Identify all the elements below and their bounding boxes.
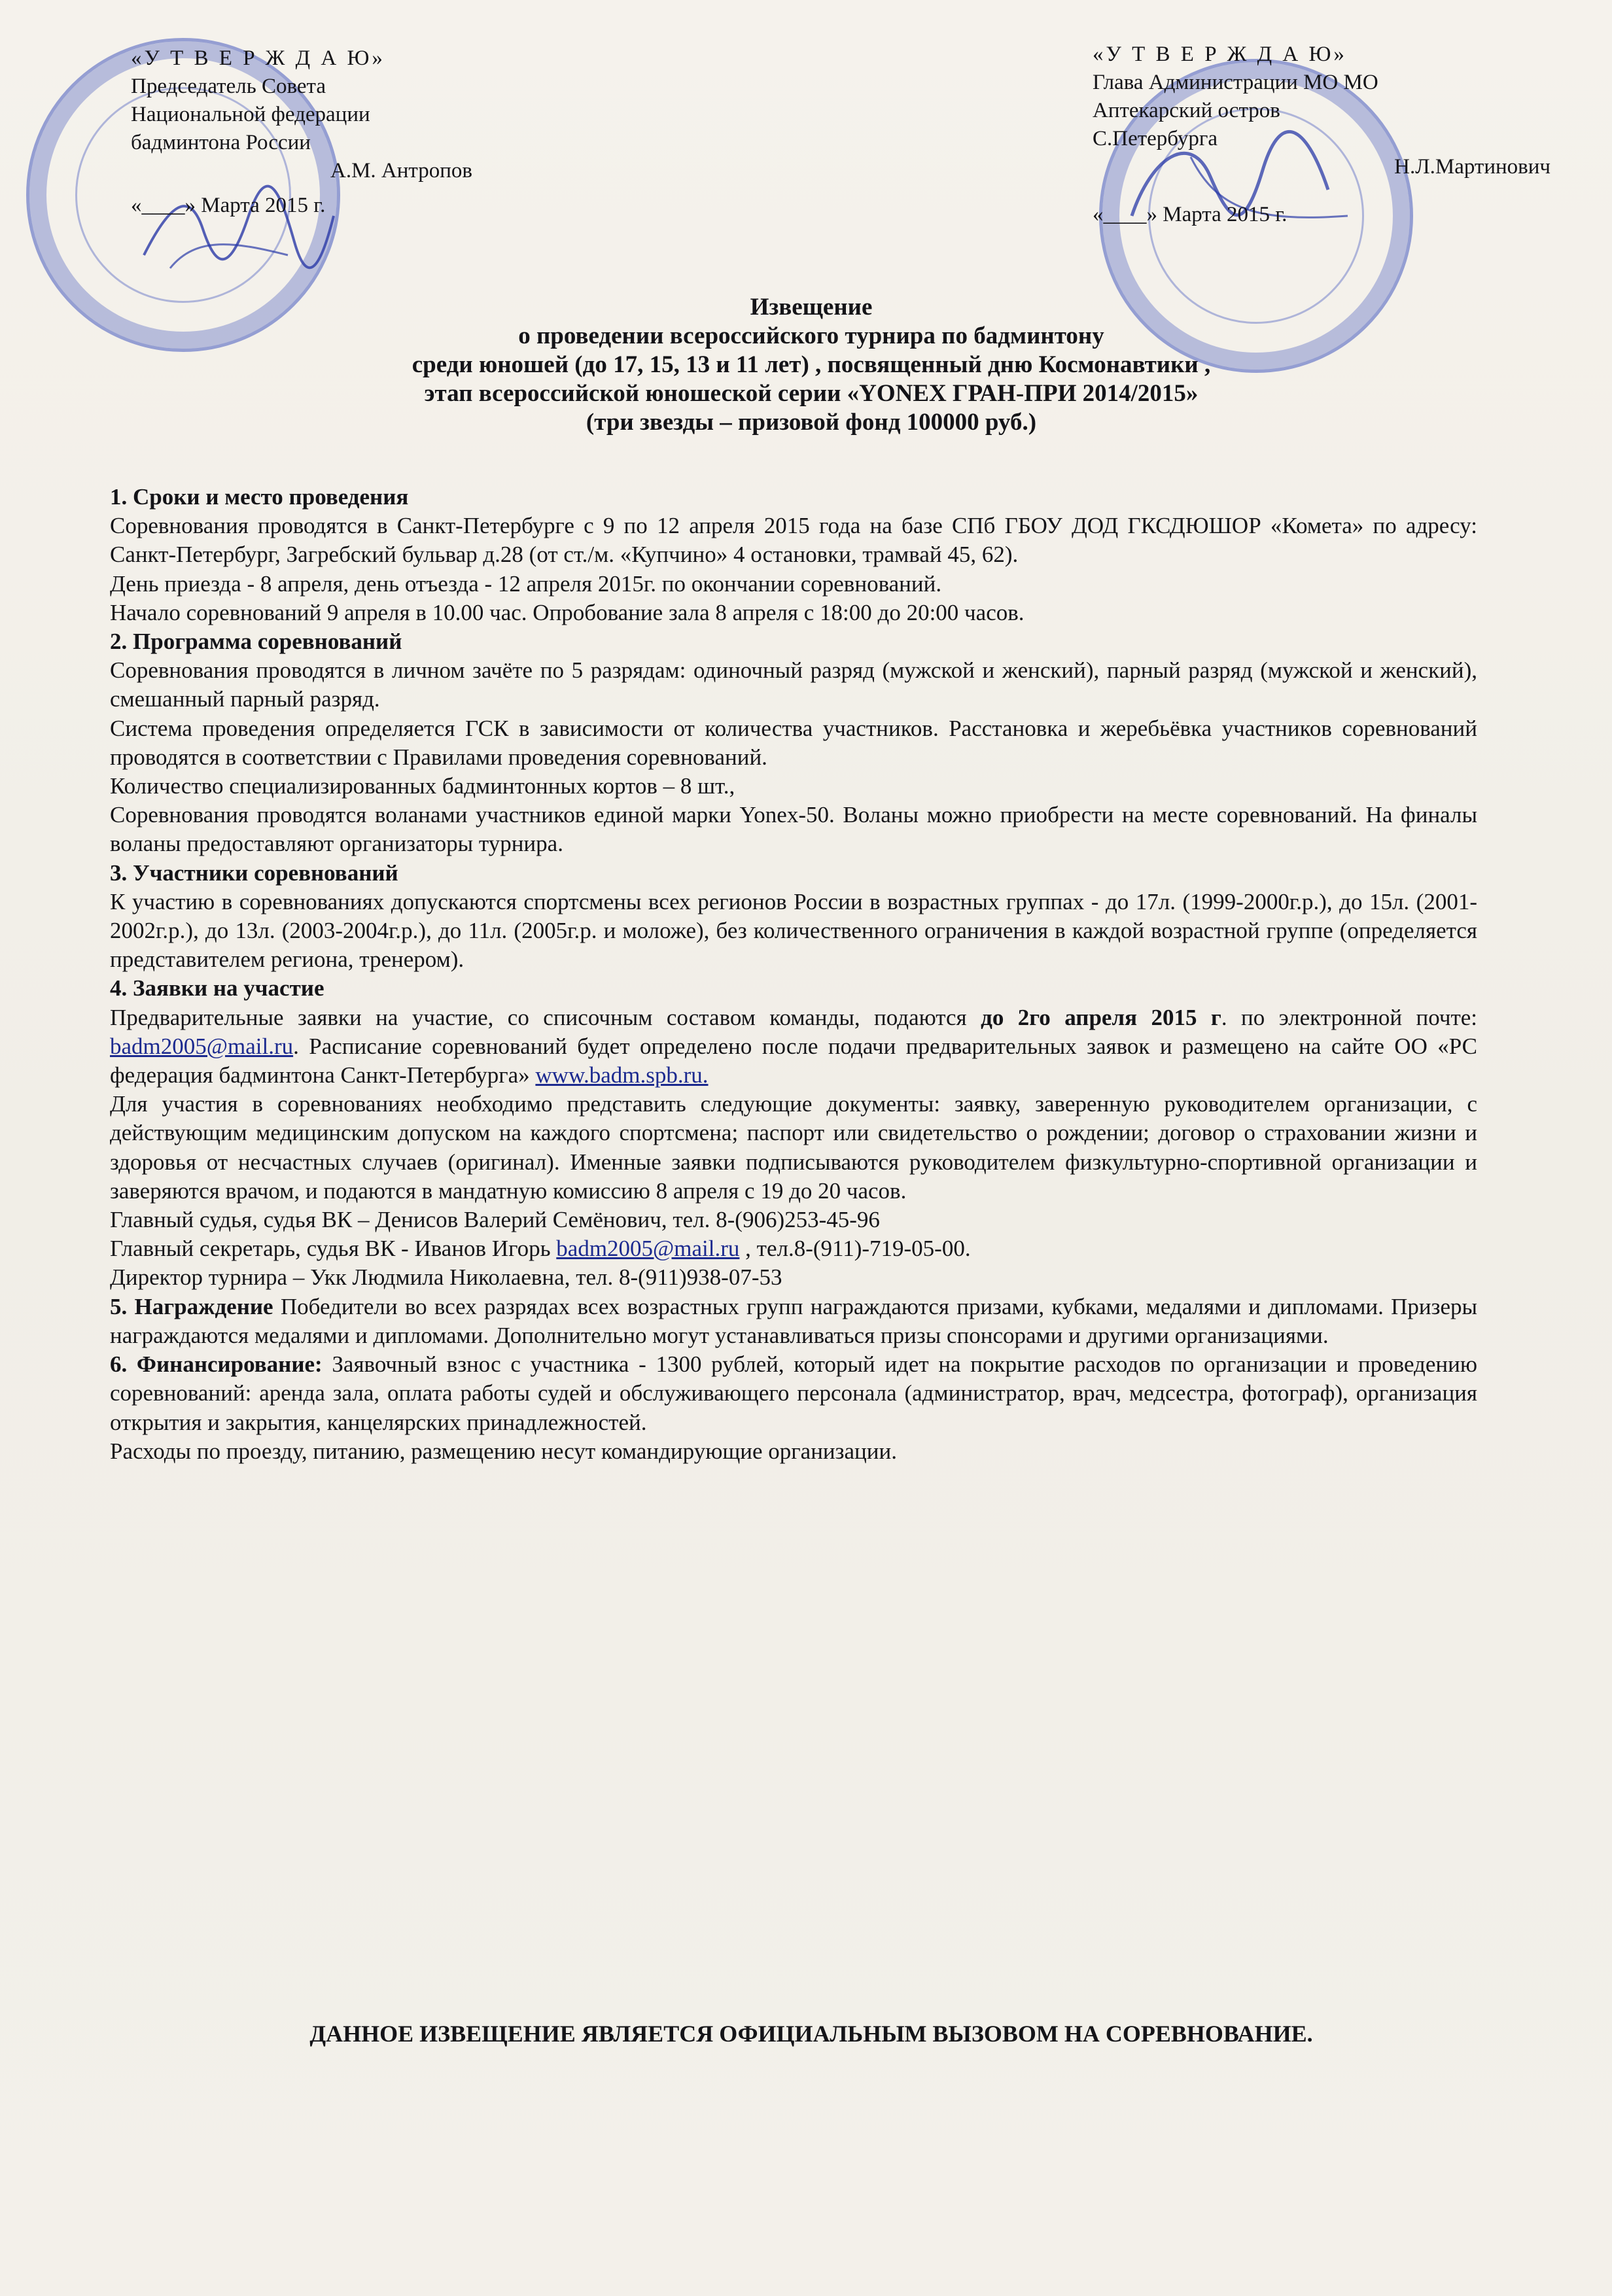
section6-heading: 6. Финансирование: xyxy=(110,1351,323,1378)
section2-heading: 2. Программа соревнований xyxy=(110,629,402,655)
secretary-email-link[interactable]: badm2005@mail.ru xyxy=(556,1236,740,1262)
title-line1: Извещение xyxy=(750,294,873,321)
section1-heading: 1. Сроки и место проведения xyxy=(110,484,409,510)
title-line5: (три звезды – призовой фонд 100000 руб.) xyxy=(586,409,1037,436)
official-call-notice: ДАННОЕ ИЗВЕЩЕНИЕ ЯВЛЯЕТСЯ ОФИЦИАЛЬНЫМ ВЫЗОВОМ НА СОРЕВНОВАНИЕ. xyxy=(309,2021,1313,2047)
section4-text-a: Предварительные заявки на участие, со списочным составом команды, подаются xyxy=(110,1004,981,1030)
section4-text-c: . Расписание соревнований будет определено после подачи предварительных заявок и размещено на сайте ОО «РС федерация бадминтона Санкт-Петербурга» xyxy=(110,1033,1477,1088)
approval-position-line3: С.Петербурга xyxy=(1093,127,1218,150)
document-title xyxy=(79,293,1544,437)
section2-paragraph1: Соревнования проводятся в личном зачёте по 5 разрядам: одиночный разряд (мужской и женский), парный разряд (мужской и женский), смешанный парный разряд. xyxy=(110,657,1477,712)
approval-title: «У Т В Е Р Ж Д А Ю» xyxy=(1093,43,1347,66)
section6-text: Заявочный взнос с участника - 1300 рублей, который идет на покрытие расходов по организации и проведению соревнований: аренда зала, оплата работы судей и обслуживающего персонала (администратор, врач, медсестра, фотограф), организация открытия и закрытия, канцелярских принадлежностей. xyxy=(110,1351,1477,1435)
title-line3: среди юношей (до 17, 15, 13 и 11 лет) , посвященный дню Космонавтики , xyxy=(412,351,1211,378)
tournament-director: Директор турнира – Укк Людмила Николаевна, тел. 8-(911)938-07-53 xyxy=(110,1264,782,1291)
approval-title: «У Т В Е Р Ж Д А Ю» xyxy=(131,46,385,70)
section5-heading: 5. Награждение xyxy=(110,1293,273,1319)
approval-block-left xyxy=(131,44,550,220)
approval-position-line1: Председатель Совета xyxy=(131,75,326,98)
section2-paragraph2: Система проведения определяется ГСК в зависимости от количества участников. Расстановка и жеребьёвка участников соревнований проводятся в соответствии с Правилами проведения соревнований. xyxy=(110,715,1477,770)
section3-heading: 3. Участники соревнований xyxy=(110,860,398,886)
section2-courts: Количество специализированных бадминтонных кортов – 8 шт., xyxy=(110,773,735,799)
section1-start: Начало соревнований 9 апреля в 10.00 час. Опробование зала 8 апреля с 18:00 до 20:00 часов. xyxy=(110,599,1025,625)
section1-arrival: День приезда - 8 апреля, день отъезда - 12 апреля 2015г. по окончании соревнований. xyxy=(110,570,942,597)
section1-paragraph: Соревнования проводятся в Санкт-Петербурге с 9 по 12 апреля 2015 года на базе СПб ГБОУ ДОД ГКСДЮШОР «Комета» по адресу: Санкт-Петербург, Загребский бульвар д.28 (от ст./м. «Купчино» 4 остановки, трамвай 45, 62). xyxy=(110,513,1477,568)
section3-paragraph: К участию в соревнованиях допускаются спортсмены всех регионов России в возрастных группах - до 17л. (1999-2000г.р.), до 15л. (2001-2002г.р.), до 13л. (2003-2004г.р.), до 11л. (2005г.р. и моложе), без количественного ограничения в каждой возрастной группе (определяется представителем региона, тренером). xyxy=(110,888,1477,973)
section2-shuttles: Соревнования проводятся воланами участников единой марки Yonex-50. Воланы можно приобрести на месте соревнований. На финалы воланы предоставляют организаторы турнира. xyxy=(110,802,1477,857)
chief-secretary-text: Главный секретарь, судья ВК - Иванов Игорь xyxy=(110,1236,557,1262)
section4-text-b: . по электронной почте: xyxy=(1221,1004,1477,1030)
chief-secretary-phone: , тел.8-(911)-719-05-00. xyxy=(739,1236,971,1262)
approval-block-right xyxy=(1093,41,1551,229)
email-link[interactable]: badm2005@mail.ru xyxy=(110,1033,294,1059)
document-body xyxy=(110,483,1477,1466)
chief-judge: Главный судья, судья ВК – Денисов Валерий Семёнович, тел. 8-(906)253-45-96 xyxy=(110,1207,880,1233)
section5-text: Победители во всех разрядах всех возрастных групп награждаются призами, кубками, медалями и дипломами. Призеры награждаются медалями и дипломами. Дополнительно могут устанавливаться призы спонсорами и другими организациями. xyxy=(110,1293,1477,1348)
approval-date: «____» Марта 2015 г. xyxy=(131,194,326,217)
section4-deadline: до 2го апреля 2015 г xyxy=(981,1004,1221,1030)
section6-travel: Расходы по проезду, питанию, размещению несут командирующие организации. xyxy=(110,1438,897,1464)
approval-signer: А.М. Антропов xyxy=(330,159,472,183)
section5-paragraph xyxy=(110,1293,1477,1350)
section4-heading: 4. Заявки на участие xyxy=(110,975,324,1001)
website-link[interactable]: www.badm.spb.ru. xyxy=(535,1062,709,1088)
approval-position-line1: Глава Администрации МО МО xyxy=(1093,71,1378,94)
chief-secretary xyxy=(110,1234,1477,1263)
approval-date: «____» Марта 2015 г. xyxy=(1093,203,1288,226)
approval-position-line2: Национальной федерации xyxy=(131,103,370,126)
title-line2: о проведении всероссийского турнира по бадминтону xyxy=(518,322,1104,349)
section4-paragraph1 xyxy=(110,1003,1477,1090)
approval-position-line3: бадминтона России xyxy=(131,131,311,154)
section4-paragraph2: Для участия в соревнованиях необходимо представить следующие документы: заявку, заверенную руководителем организации, с действующим медицинским допуском на каждого спортсмена; паспорт или свидетельство о рождении; договор о страховании жизни и здоровья от несчастных случаев (оригинал). Именные заявки подписываются руководителем физкультурно-спортивной организации и заверяются врачом, и подаются в мандатную комиссию 8 апреля с 19 до 20 часов. xyxy=(110,1091,1477,1204)
title-line4: этап всероссийской юношеской серии «YONEX ГРАН-ПРИ 2014/2015» xyxy=(424,380,1199,407)
section6-paragraph xyxy=(110,1350,1477,1437)
approval-signer: Н.Л.Мартинович xyxy=(1394,155,1551,179)
approval-position-line2: Аптекарский остров xyxy=(1093,99,1280,122)
